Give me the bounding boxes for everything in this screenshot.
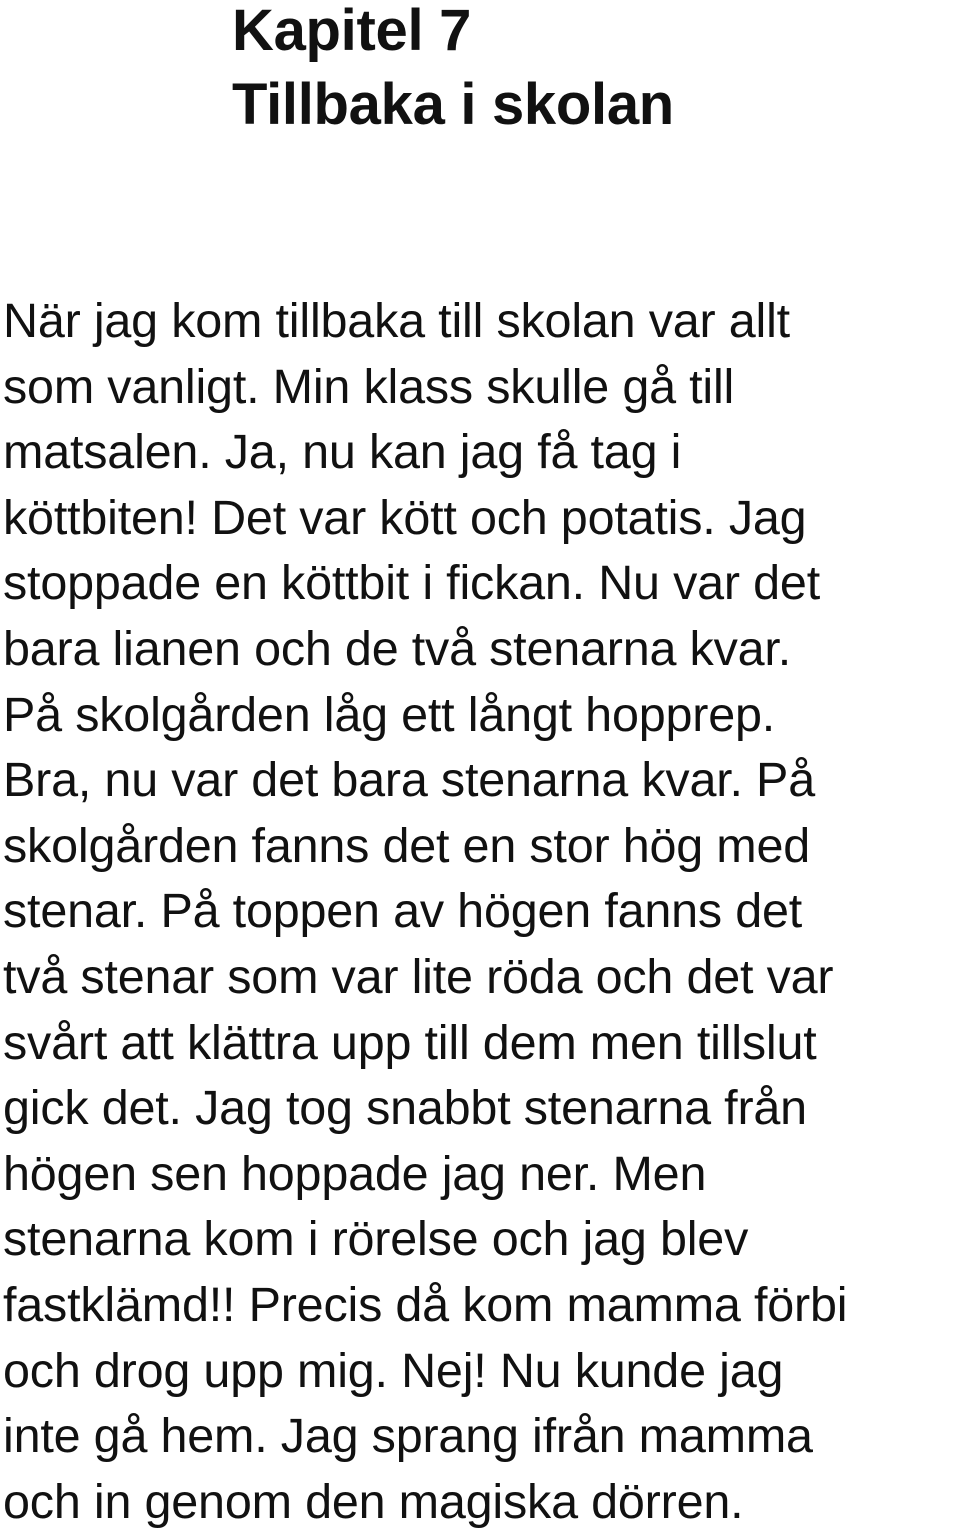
text-line: Bra, nu var det bara stenarna kvar. På <box>3 753 815 808</box>
text-line: högen sen hoppade jag ner. Men <box>3 1146 707 1201</box>
text-line: gick det. Jag tog snabbt stenarna från <box>3 1081 807 1136</box>
chapter-number: Kapitel 7 <box>232 0 472 63</box>
chapter-heading <box>232 0 674 142</box>
text-line: inte gå hem. Jag sprang ifrån mamma <box>3 1409 813 1464</box>
text-line: som vanligt. Min klass skulle gå till <box>3 359 735 414</box>
text-line: matsalen. Ja, nu kan jag få tag i <box>3 425 682 480</box>
text-line: och in genom den magiska dörren. <box>3 1474 744 1529</box>
text-line: stoppade en köttbit i fickan. Nu var det <box>3 556 820 611</box>
text-line: stenarna kom i rörelse och jag blev <box>3 1212 749 1267</box>
body-paragraph <box>3 289 847 1535</box>
text-line: bara lianen och de två stenarna kvar. <box>3 621 791 676</box>
text-line: två stenar som var lite röda och det var <box>3 949 834 1004</box>
text-line: stenar. På toppen av högen fanns det <box>3 884 803 939</box>
text-line: skolgården fanns det en stor hög med <box>3 818 811 873</box>
text-line: köttbiten! Det var kött och potatis. Jag <box>3 490 807 545</box>
chapter-title: Tillbaka i skolan <box>232 72 674 137</box>
text-line: fastklämd!! Precis då kom mamma förbi <box>3 1277 848 1332</box>
text-line: När jag kom tillbaka till skolan var allt <box>3 294 790 348</box>
text-line: och drog upp mig. Nej! Nu kunde jag <box>3 1343 784 1398</box>
text-line: På skolgården låg ett långt hopprep. <box>3 687 776 742</box>
text-line: svårt att klättra upp till dem men tillslut <box>3 1015 817 1070</box>
